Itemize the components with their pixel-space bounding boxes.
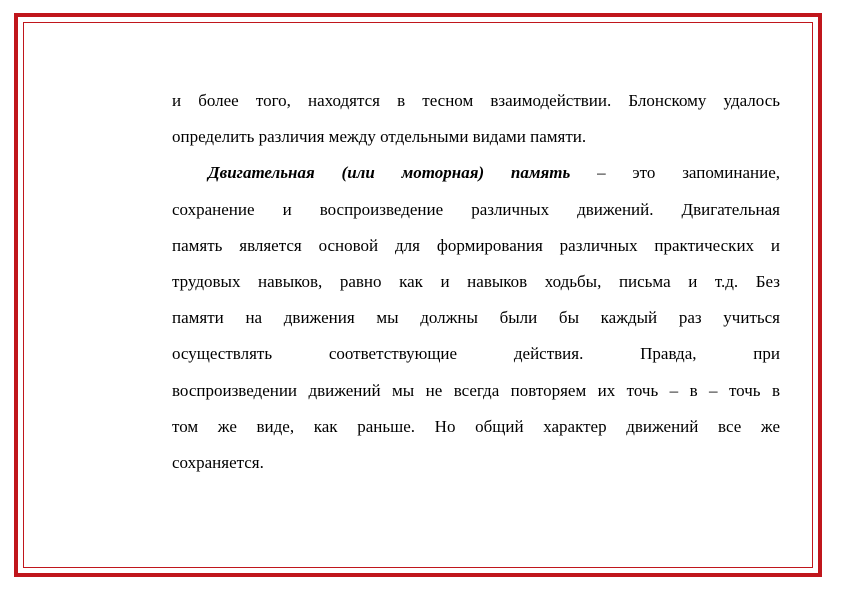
text-line: сохраняется.: [172, 452, 264, 472]
text-line: определить различия между отдельными видами памяти.: [172, 127, 587, 147]
text-line: осуществлять соответствующие действия. Правда, при: [172, 344, 780, 364]
text-line: память является основой для формирования различных практических и: [172, 235, 780, 255]
text-line: воспроизведении движений мы не всегда повторяем их точь – в – точь в: [172, 380, 780, 400]
term-heading: Двигательная (или моторная) память: [208, 163, 571, 183]
text-fragment: – это запоминание,: [570, 163, 780, 183]
body-text: [172, 83, 780, 481]
text-line: сохранение и воспроизведение различных движений. Двигательная: [172, 199, 780, 219]
text-line: трудовых навыков, равно как и навыков ходьбы, письма и т.д. Без: [172, 271, 780, 291]
text-line: и более того, находятся в тесном взаимодействии. Блонскому удалось: [172, 91, 780, 110]
text-line: [172, 155, 780, 191]
text-line: памяти на движения мы должны были бы каждый раз учиться: [172, 308, 780, 328]
text-line: том же виде, как раньше. Но общий характер движений все же: [172, 416, 780, 436]
